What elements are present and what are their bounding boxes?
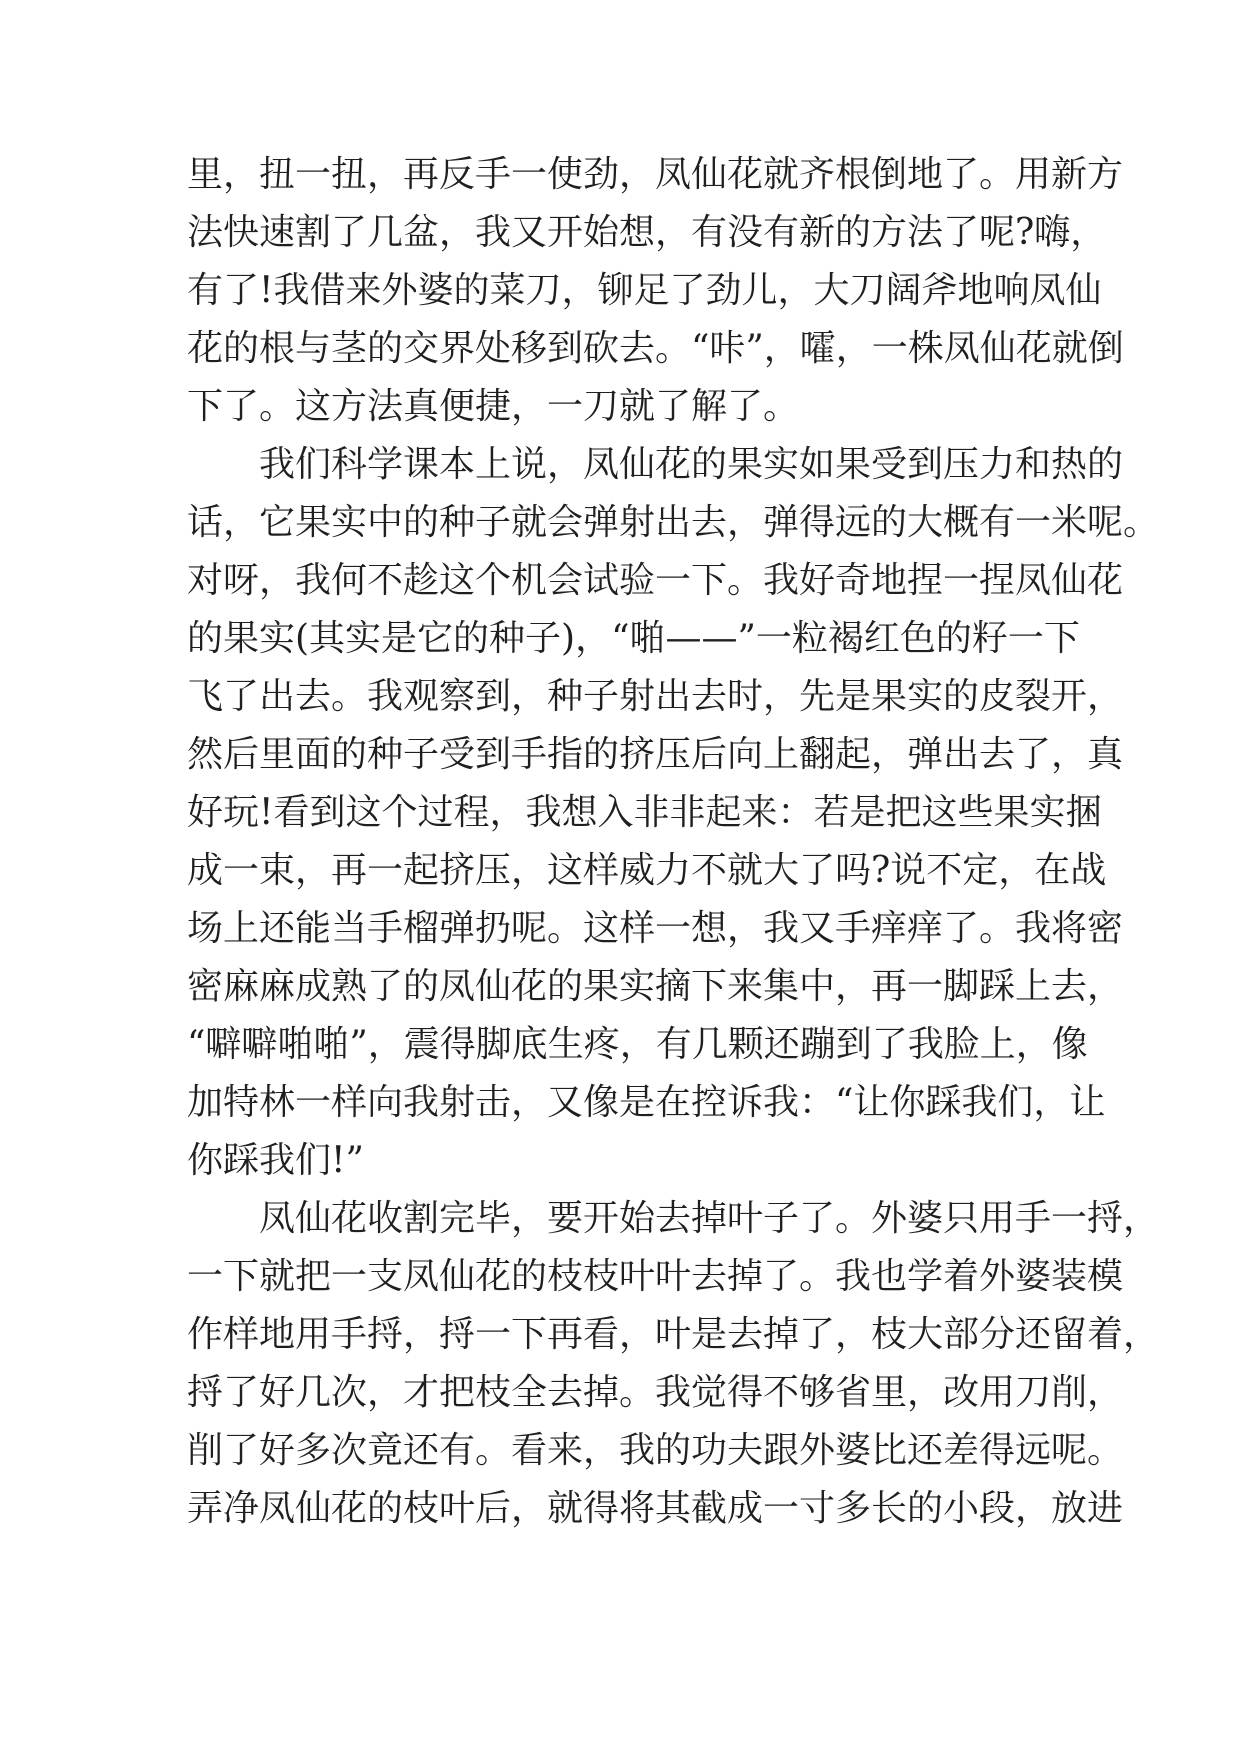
text-line: 然后里面的种子受到手指的挤压后向上翻起，弹出去了，真: [187, 734, 1124, 775]
text-line: 飞了出去。我观察到，种子射出去时，先是果实的皮裂开，: [187, 676, 1124, 717]
text-line: 有了!我借来外婆的菜刀，铆足了劲儿，大刀阔斧地响凤仙: [187, 270, 1102, 311]
text-line: 的果实(其实是它的种子)，“啪——”一粒褐红色的籽一下: [187, 618, 1080, 659]
text-line: 削了好多次竟还有。看来，我的功夫跟外婆比还差得远呢。: [187, 1430, 1124, 1471]
text-line: 一下就把一支凤仙花的枝枝叶叶去掉了。我也学着外婆装模: [187, 1256, 1124, 1297]
text-line: 加特林一样向我射击，又像是在控诉我：“让你踩我们，让: [187, 1082, 1106, 1123]
text-line: 弄净凤仙花的枝叶后，就得将其截成一寸多长的小段，放进: [187, 1488, 1124, 1529]
text-line: 场上还能当手榴弹扔呢。这样一想，我又手痒痒了。我将密: [187, 908, 1124, 949]
text-line: 话，它果实中的种子就会弹射出去，弹得远的大概有一米呢。: [187, 502, 1160, 543]
text-line: 凤仙花收割完毕，要开始去掉叶子了。外婆只用手一捋，: [187, 1198, 1160, 1239]
text-line: 作样地用手捋，捋一下再看，叶是去掉了，枝大部分还留着，: [187, 1314, 1160, 1355]
text-line: 法快速割了几盆，我又开始想，有没有新的方法了呢?嗨，: [187, 212, 1107, 253]
text-line: “噼噼啪啪”，震得脚底生疼，有几颗还蹦到了我脸上，像: [187, 1024, 1088, 1065]
text-line: 捋了好几次，才把枝全去掉。我觉得不够省里，改用刀削，: [187, 1372, 1124, 1413]
text-line: 你踩我们!”: [187, 1140, 364, 1181]
text-line: 里，扭一扭，再反手一使劲，凤仙花就齐根倒地了。用新方: [187, 154, 1124, 195]
body-text: [187, 146, 1160, 1538]
text-line: 密麻麻成熟了的凤仙花的果实摘下来集中，再一脚踩上去，: [187, 966, 1124, 1007]
text-line: 花的根与茎的交界处移到砍去。“咔”，嚯，一株凤仙花就倒: [187, 328, 1124, 369]
text-line: 成一束，再一起挤压，这样威力不就大了吗?说不定，在战: [187, 850, 1107, 891]
text-line: 对呀，我何不趁这个机会试验一下。我好奇地捏一捏凤仙花: [187, 560, 1124, 601]
text-line: 好玩!看到这个过程，我想入非非起来：若是把这些果实捆: [187, 792, 1102, 833]
text-line: 下了。这方法真便捷，一刀就了解了。: [187, 386, 800, 427]
text-line: 我们科学课本上说，凤仙花的果实如果受到压力和热的: [187, 444, 1124, 485]
